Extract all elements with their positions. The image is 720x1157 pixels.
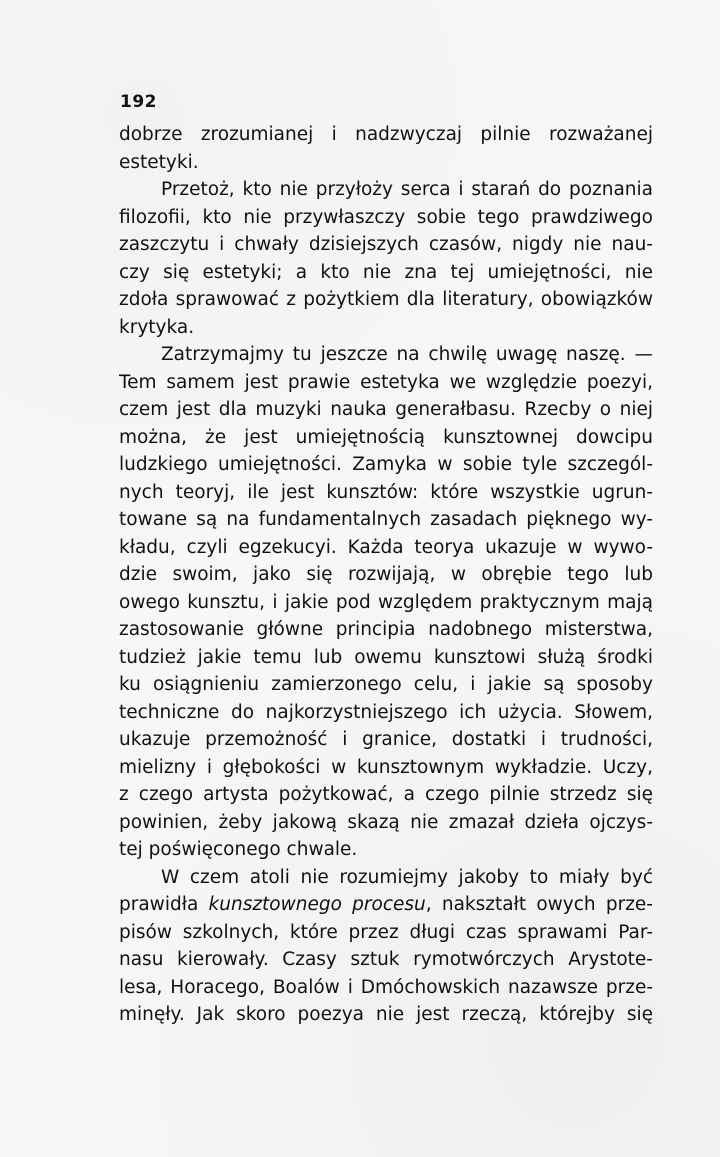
text-line: tudzież jakie temu lub owemu kunsztowi służą środki	[119, 646, 653, 668]
text-line: filozofii, kto nie przywłaszczy sobie tego prawdziwego	[119, 206, 653, 228]
text-line: dobrze zrozumianej i nadzwyczaj pilnie rozważanej	[119, 124, 653, 145]
text-line: prawidła kunsztownego procesu, nakształt owych prze-	[119, 894, 653, 915]
text-line: Przetoż, kto nie przyłoży serca i starań do poznania	[161, 179, 653, 200]
text-line: Tem samem jest prawie estetyka we względzie poezyi,	[119, 371, 653, 393]
text-line: ludzkiego umiejętności. Zamyka w sobie tyle szczegól-	[119, 454, 653, 475]
body-text	[119, 121, 653, 1029]
text-line: nych teoryj, ile jest kunsztów: które wszystkie ugrun-	[119, 481, 653, 503]
text-line: zdoła sprawować z pożytkiem dla literatury, obowiązków	[119, 289, 653, 310]
text-line: towane są na fundamentalnych zasadach pięknego wy-	[119, 509, 653, 530]
text-line: powinien, żeby jakową skazą nie zmazał dzieła ojczys-	[119, 811, 653, 833]
text-line: techniczne do najkorzystniejszego ich użycia. Słowem,	[119, 701, 653, 723]
text-line: mielizny i głębokości w kunsztownym wykładzie. Uczy,	[119, 756, 653, 778]
text-line: owego kunsztu, i jakie pod względem praktycznym mają	[119, 591, 653, 613]
text-line: zastosowanie główne principia nadobnego misterstwa,	[119, 619, 653, 640]
text-line: kładu, czyli egzekucyi. Każda teorya ukazuje w wywo-	[119, 536, 653, 558]
italic-phrase: kunsztownego procesu	[208, 894, 426, 915]
text-line: lesa, Horacego, Boalów i Dmóchowskich nazawsze prze-	[119, 976, 653, 998]
text-line: czy się estetyki; a kto nie zna tej umiejętności, nie	[119, 261, 653, 283]
text-line: estetyki.	[119, 151, 199, 173]
text-line: zaszczytu i chwały dzisiejszych czasów, nigdy nie nau-	[119, 234, 653, 255]
text-line: ukazuje przemożność i granice, dostatki i trudności,	[119, 729, 653, 750]
text-line: można, że jest umiejętnością kunsztownej dowcipu	[119, 426, 653, 448]
text-line: Zatrzymajmy tu jeszcze na chwilę uwagę naszę. —	[161, 344, 653, 365]
page-number: 192	[120, 92, 157, 112]
text-line: tej poświęconego chwale.	[119, 839, 358, 860]
text-line: krytyka.	[119, 316, 195, 338]
text-line: pisów szkolnych, które przez długi czas sprawami Par-	[119, 921, 653, 943]
text-line: minęły. Jak skoro poezya nie jest rzeczą, którejby się	[119, 1004, 653, 1025]
text-line: W czem atoli nie rozumiejmy jakoby to miały być	[161, 866, 653, 888]
text-line: dzie swoim, jako się rozwijają, w obrębie tego lub	[119, 564, 653, 585]
text-line: z czego artysta pożytkować, a czego pilnie strzedz się	[119, 784, 653, 805]
text-line: czem jest dla muzyki nauka generałbasu. Rzecby o niej	[119, 399, 653, 420]
text-line: ku osiągnieniu zamierzonego celu, i jakie są sposoby	[119, 674, 653, 695]
text-line: nasu kierowały. Czasy sztuk rymotwórczych Arystote-	[119, 949, 653, 970]
